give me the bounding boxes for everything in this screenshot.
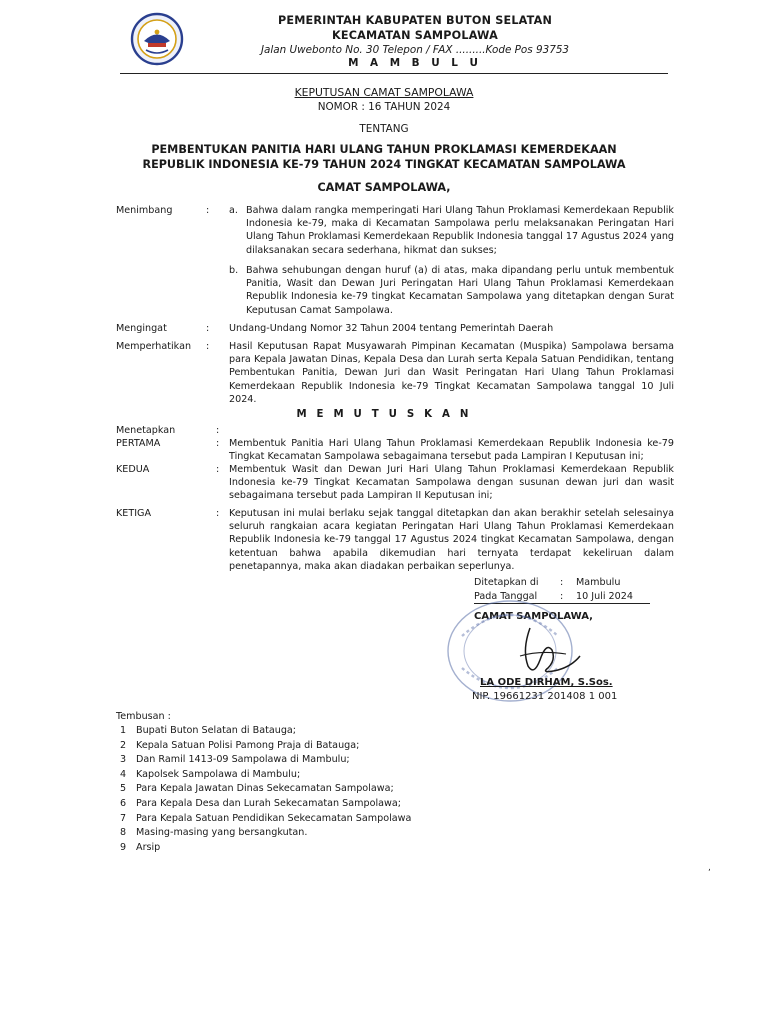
page-mark: , [708,863,711,873]
clause-label: KETIGA [116,508,152,519]
clause-text: Keputusan ini mulai berlaku sejak tanggal ditetapkan dan akan berakhir setelah selesainya seluruh rangkaian acara kegiatan Peringatan Hari Ulang Tahun Proklamasi Kemerdekaan Republik Indonesia ke-79 tanggal 17 Agustus 2024 tingkat Kecamatan Sampolawa, dengan ketentuan bahwa apabila dikemudian hari ternyata terdapat kekeliruan dalam penetapannya, maka akan diadakan perbaikan seperlunya. [229,508,674,572]
memutuskan-heading: M E M U T U S K A N [296,409,472,420]
decree-subject-line1: PEMBENTUKAN PANITIA HARI ULANG TAHUN PROKLAMASI KEMERDEKAAN [151,143,617,156]
ditetapkan-colon: : [560,577,564,588]
tanggal-colon: : [560,591,564,602]
clause-text: Membentuk Wasit dan Dewan Juri Hari Ulang Tahun Proklamasi Kemerdekaan Republik Indonesia ke-79 Tingkat Kecamatan Sampolawa dengan susunan dewan juri dan wasit sebagaimana tersebut pada Lampiran II Keputusan ini; [229,464,674,502]
tanggal-value: 10 Juli 2024 [576,591,633,602]
list-number: 6 [120,797,127,809]
letterhead-address: Jalan Uwebonto No. 30 Telepon / FAX .........Kode Pos 93753 [260,44,570,57]
clause-text: Hasil Keputusan Rapat Musyawarah Pimpinan Kecamatan (Muspika) Sampolawa bersama para Kepala Jawatan Dinas, Kepala Desa dan Lurah serta Kepala Satuan Pendidikan, tentang Pembentukan Panitia, Dewan Juri dan Wasit Peringatan Hari Ulang Tahun Proklamasi Kemerdekaan Republik Indonesia ke-79 Tingkat Kecamatan Sampolawa tanggal 10 Juli 2024. [229,341,674,405]
letterhead [230,14,600,71]
decree-tentang: TENTANG [359,123,409,135]
tembusan-title: Tembusan : [116,711,171,722]
clause-text: Membentuk Panitia Hari Ulang Tahun Proklamasi Kemerdekaan Republik Indonesia ke-79 Tingkat Kecamatan Sampolawa sebagaimana tersebut pada Lampiran I Keputusan ini; [229,438,674,463]
tanggal-label: Pada Tanggal [474,591,538,602]
clause-label: KEDUA [116,464,150,475]
clause-colon: : [216,464,220,475]
list-number: 3 [120,754,127,766]
decree-title: KEPUTUSAN CAMAT SAMPOLAWA [294,86,474,99]
clause-colon: : [206,341,210,352]
item-letter: b. [229,265,239,276]
menetapkan-label: Menetapkan [116,425,176,436]
clause-text: Undang-Undang Nomor 32 Tahun 2004 tentang Pemerintah Daerah [229,323,554,334]
list-number: 2 [120,739,127,751]
list-text: Masing-masing yang bersangkutan. [136,827,308,839]
list-text: Dan Ramil 1413-09 Sampolawa di Mambulu; [136,754,350,766]
ditetapkan-value: Mambulu [576,577,621,588]
list-number: 9 [120,841,127,853]
list-number: 8 [120,827,127,839]
decree-number: NOMOR : 16 TAHUN 2024 [317,101,451,113]
clause-label: Mengingat [116,323,167,334]
letterhead-divider [120,73,668,74]
list-text: Arsip [136,841,161,853]
signatory-name: LA ODE DIRHAM, S.Sos. [480,677,613,688]
list-text: Kapolsek Sampolawa di Mambulu; [136,768,301,780]
clause-colon: : [206,205,210,216]
letterhead-district: KECAMATAN SAMPOLAWA [332,28,498,42]
list-number: 1 [120,725,127,736]
clause-label: Memperhatikan [116,341,192,352]
clause-label: Menimbang [116,205,173,216]
handwritten-signature-icon [500,620,590,680]
decree-subject-line2: REPUBLIK INDONESIA KE-79 TAHUN 2024 TINGKAT KECAMATAN SAMPOLAWA [142,158,626,172]
decree-subject [60,142,708,173]
clause-colon: : [216,438,220,449]
item-letter: a. [229,205,238,216]
signature-title: CAMAT SAMPOLAWA, [474,611,593,622]
letterhead-city: M A M B U L U [348,57,482,70]
list-text: Kepala Satuan Polisi Pamong Praja di Batauga; [136,739,360,751]
list-number: 4 [120,768,127,780]
item-text: Bahwa dalam rangka memperingati Hari Ulang Tahun Proklamasi Kemerdekaan Republik Indonesia ke-79, maka di Kecamatan Sampolawa perlu melaksanakan Peringatan Hari Ulang Tahun Proklamasi Kemerdekaan Republik Indonesia tanggal 17 Agustus 2024 yang dilaksanakan secara sederhana, hikmat dan sukses; [246,205,674,256]
letterhead-government: PEMERINTAH KABUPATEN BUTON SELATAN [277,14,553,27]
list-text: Para Kepala Desa dan Lurah Sekecamatan Sampolawa; [136,797,401,809]
list-number: 5 [120,783,127,795]
decree-official: CAMAT SAMPOLAWA, [317,181,451,194]
list-text: Para Kepala Satuan Pendidikan Sekecamatan Sampolawa [136,812,412,824]
menetapkan-colon: : [216,425,220,436]
ditetapkan-label: Ditetapkan di [474,577,539,588]
clause-label: PERTAMA [116,438,161,449]
list-text: Bupati Buton Selatan di Batauga; [136,725,297,736]
signatory-nip: NIP. 19661231 201408 1 001 [472,691,618,702]
list-number: 7 [120,812,127,824]
item-text: Bahwa sehubungan dengan huruf (a) di atas, maka dipandang perlu untuk membentuk Panitia, Wasit dan Dewan Juri Peringatan Hari Ulang Tahun Proklamasi Kemerdekaan Republik Indonesia ke-79 tingkat Kecamatan Sampolawa yang ditetapkan dengan Surat Keputusan Camat Sampolawa. [246,265,674,316]
clause-colon: : [216,508,220,519]
clause-colon: : [206,323,210,334]
list-text: Para Kepala Jawatan Dinas Sekecamatan Sampolawa; [136,783,394,795]
regency-emblem-icon [130,12,184,66]
